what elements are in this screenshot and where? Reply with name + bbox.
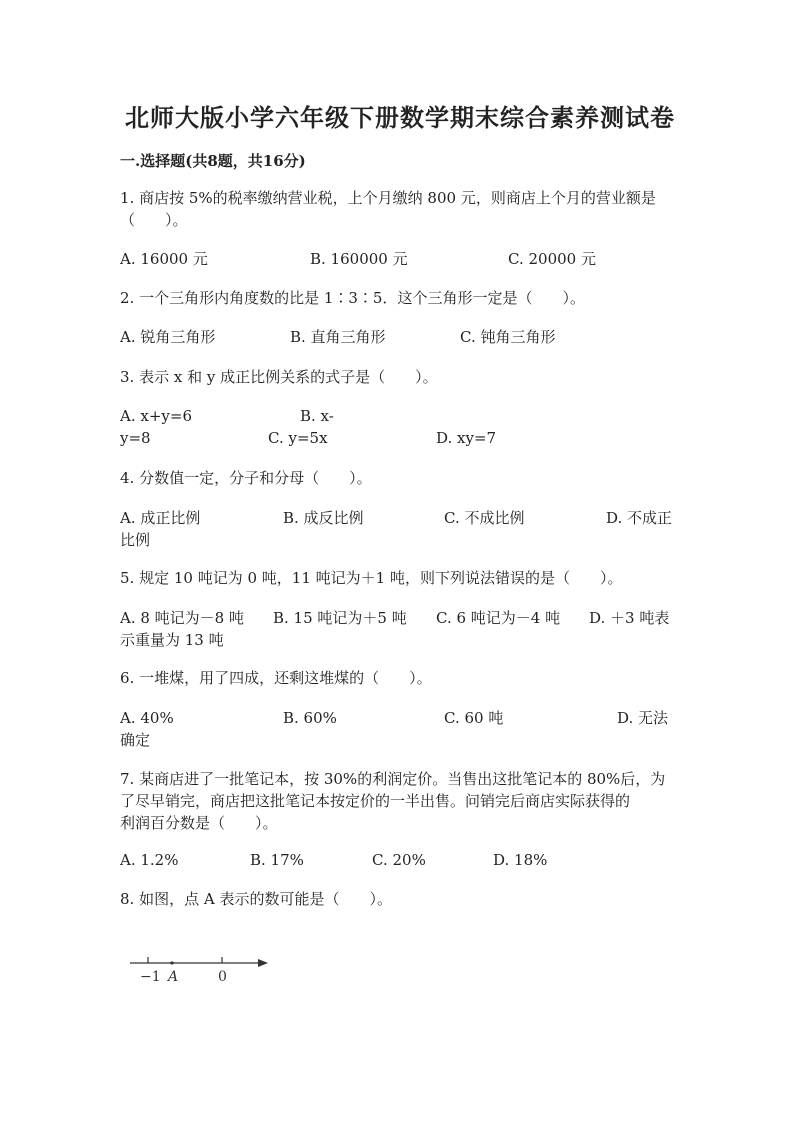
q1-option-c: C. 20000 元	[508, 250, 596, 268]
q6-option-a: A. 40%	[120, 709, 174, 727]
question-4-text: 4. 分数值一定，分子和分母（ ）。	[120, 469, 372, 487]
q5-option-d: D. ＋3 吨表	[589, 609, 670, 627]
q4-option-d-cont: 比例	[120, 531, 151, 549]
q3-option-c: C. y=5x	[268, 429, 328, 447]
q3-option-b-cont: y=8	[120, 429, 151, 447]
section-heading: 一.选择题(共8题，共16分)	[120, 152, 306, 170]
q3-option-d: D. xy=7	[436, 429, 497, 447]
question-7-text: 7. 某商店进了一批笔记本，按 30%的利润定价。当售出这批笔记本的 80%后，为	[120, 770, 666, 788]
q5-option-d-cont: 示重量为 13 吨	[120, 631, 224, 649]
question-7-text-cont-2: 利润百分数是（ ）。	[120, 814, 278, 832]
q1-option-b: B. 160000 元	[310, 250, 408, 268]
number-line-arrow	[258, 959, 268, 967]
q7-option-d: D. 18%	[493, 851, 548, 869]
q5-option-b: B. 15 吨记为＋5 吨	[273, 609, 407, 627]
q6-option-c: C. 60 吨	[444, 709, 504, 727]
q4-option-a: A. 成正比例	[120, 509, 201, 527]
question-7-text-cont-1: 了尽早销完，商店把这批笔记本按定价的一半出售。问销完后商店实际获得的	[120, 792, 631, 810]
q7-option-b: B. 17%	[250, 851, 304, 869]
q5-option-c: C. 6 吨记为－4 吨	[436, 609, 561, 627]
q1-option-a: A. 16000 元	[120, 250, 208, 268]
number-line-figure	[130, 950, 275, 990]
question-2-text: 2. 一个三角形内角度数的比是 1∶3∶5．这个三角形一定是（ ）。	[120, 289, 585, 307]
q2-option-a: A. 锐角三角形	[120, 328, 216, 346]
q6-option-d-cont: 确定	[120, 731, 151, 749]
point-a-marker	[170, 961, 173, 964]
q3-option-b: B. x-	[300, 407, 334, 425]
q5-option-a: A. 8 吨记为－8 吨	[120, 609, 244, 627]
q2-option-c: C. 钝角三角形	[460, 328, 556, 346]
q6-option-b: B. 60%	[283, 709, 337, 727]
label-point-a: A	[168, 969, 179, 985]
question-5-text: 5. 规定 10 吨记为 0 吨，11 吨记为＋1 吨，则下列说法错误的是（ ）。	[120, 569, 623, 587]
q7-option-a: A. 1.2%	[120, 851, 179, 869]
q4-option-c: C. 不成比例	[444, 509, 525, 527]
question-6-text: 6. 一堆煤，用了四成，还剩这堆煤的（ ）。	[120, 669, 432, 687]
q7-option-c: C. 20%	[372, 851, 426, 869]
q4-option-b: B. 成反比例	[283, 509, 364, 527]
question-1-text-cont: （ ）。	[120, 211, 188, 229]
q3-option-a: A. x+y=6	[120, 407, 192, 425]
question-8-text: 8. 如图，点 A 表示的数可能是（ ）。	[120, 890, 392, 908]
label-zero: 0	[218, 969, 227, 985]
question-3-text: 3. 表示 x 和 y 成正比例关系的式子是（ ）。	[120, 368, 438, 386]
q6-option-d: D. 无法	[617, 709, 669, 727]
question-1-text: 1. 商店按 5%的税率缴纳营业税，上个月缴纳 800 元，则商店上个月的营业额是	[120, 189, 656, 207]
page-title: 北师大版小学六年级下册数学期末综合素养测试卷	[125, 103, 675, 132]
label-minus-one: −1	[140, 969, 161, 985]
q4-option-d: D. 不成正	[606, 509, 673, 527]
q2-option-b: B. 直角三角形	[290, 328, 386, 346]
